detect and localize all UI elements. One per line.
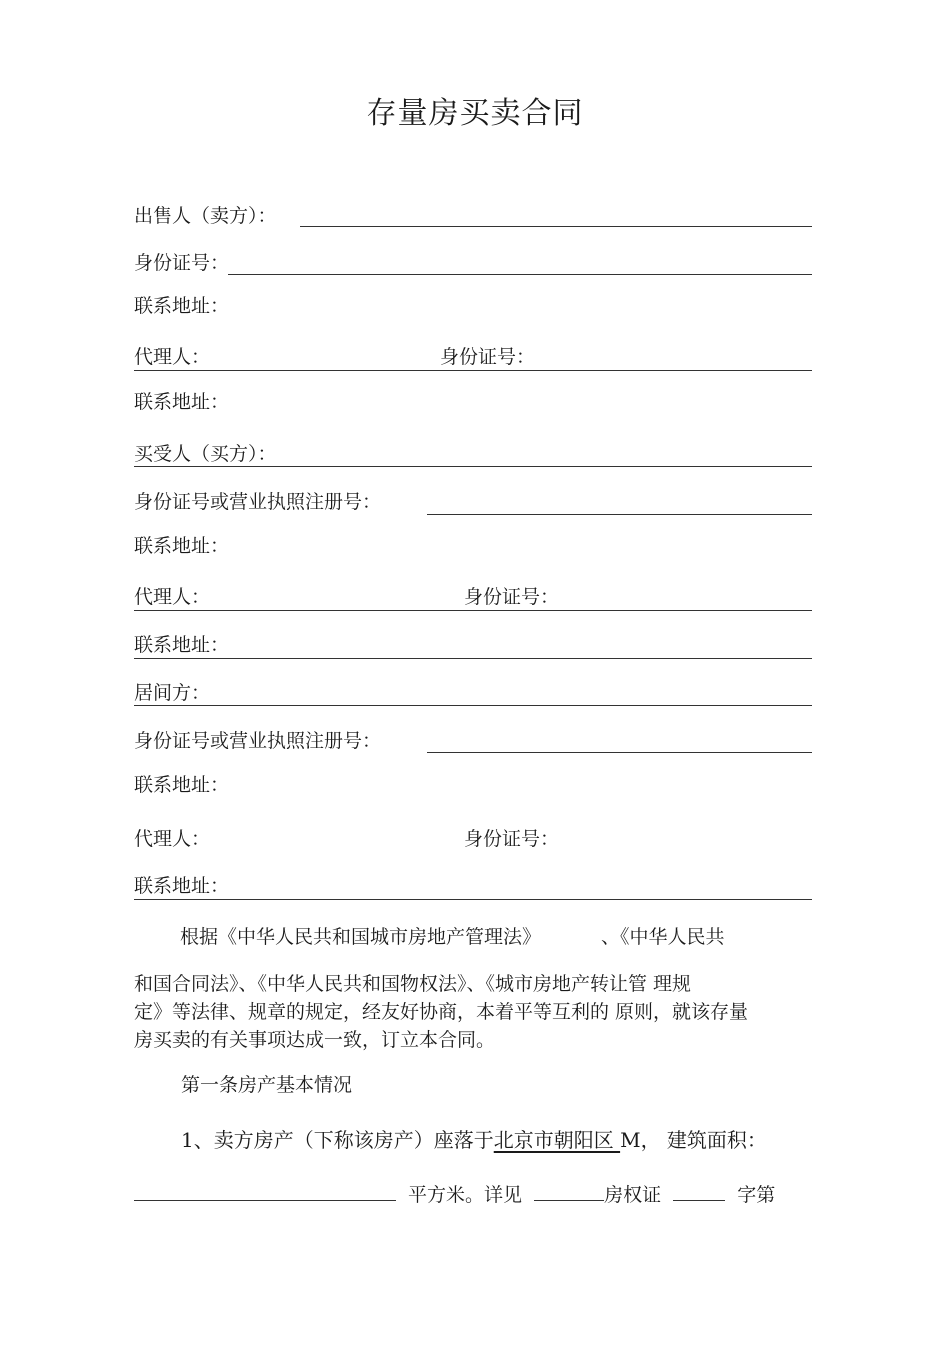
broker-name-line[interactable]	[134, 705, 812, 706]
preamble-line-1-a: 根据《中华人民共和国城市房地产管理法》	[180, 926, 542, 948]
article-1-heading: 第一条房产基本情况	[181, 1074, 353, 1096]
broker-id-label: 身份证号或营业执照注册号：	[134, 730, 382, 752]
seller-name-line[interactable]	[300, 226, 812, 227]
seller-agent-label: 代理人：	[134, 346, 211, 368]
clause-1-suffix: M， 建筑面积：	[620, 1128, 767, 1152]
clause-1-location[interactable]: 北京市朝阳区	[493, 1128, 621, 1152]
preamble-line-3: 定》等法律、规章的规定，经友好协商，本着平等互利的 原则，就该存量	[134, 1001, 749, 1023]
broker-agent-address-label: 联系地址：	[134, 875, 230, 897]
seller-agent-id-label: 身份证号：	[440, 346, 536, 368]
buyer-agent-id-label: 身份证号：	[464, 586, 560, 608]
seller-name-label: 出售人（卖方）：	[134, 205, 277, 227]
article-1-clause-1-line-2	[134, 1178, 814, 1210]
seller-id-label: 身份证号：	[134, 252, 230, 274]
preamble-line-1-b: 、《中华人民共	[601, 926, 725, 948]
broker-agent-address-line[interactable]	[134, 899, 812, 900]
clause-1-area-unit: 平方米。详见	[408, 1184, 523, 1206]
buyer-id-label: 身份证号或营业执照注册号：	[134, 491, 382, 513]
buyer-agent-address-label: 联系地址：	[134, 634, 230, 656]
broker-name-label: 居间方：	[134, 682, 211, 704]
clause-1-zi-label: 字第	[737, 1184, 776, 1206]
broker-agent-id-label: 身份证号：	[464, 828, 560, 850]
certificate-zi-blank[interactable]	[673, 1178, 725, 1201]
area-blank[interactable]	[134, 1178, 396, 1201]
seller-address-label: 联系地址：	[134, 295, 230, 317]
buyer-agent-label: 代理人：	[134, 586, 211, 608]
broker-id-line[interactable]	[427, 752, 812, 753]
clause-1-certificate-label: 房权证	[604, 1184, 662, 1206]
certificate-prefix-blank[interactable]	[534, 1178, 604, 1201]
preamble-line-2: 和国合同法》、《中华人民共和国物权法》、《城市房地产转让管 理规	[134, 973, 692, 995]
broker-address-label: 联系地址：	[134, 774, 230, 796]
preamble-line-4: 房买卖的有关事项达成一致，订立本合同。	[134, 1029, 496, 1051]
buyer-agent-line[interactable]	[134, 610, 812, 611]
buyer-name-line[interactable]	[134, 466, 812, 467]
broker-agent-label: 代理人：	[134, 828, 211, 850]
contract-title: 存量房买卖合同	[366, 96, 584, 131]
buyer-id-line[interactable]	[427, 514, 812, 515]
buyer-address-label: 联系地址：	[134, 535, 230, 557]
seller-agent-address-label: 联系地址：	[134, 391, 230, 413]
seller-id-line[interactable]	[228, 274, 812, 275]
buyer-agent-address-line[interactable]	[134, 658, 812, 659]
seller-agent-line[interactable]	[134, 370, 812, 371]
clause-1-prefix: 1、卖方房产（下称该房产）座落于	[181, 1128, 494, 1152]
article-1-clause-1	[181, 1126, 821, 1155]
buyer-name-label: 买受人（买方）：	[134, 443, 277, 465]
preamble-line-1	[134, 923, 814, 952]
